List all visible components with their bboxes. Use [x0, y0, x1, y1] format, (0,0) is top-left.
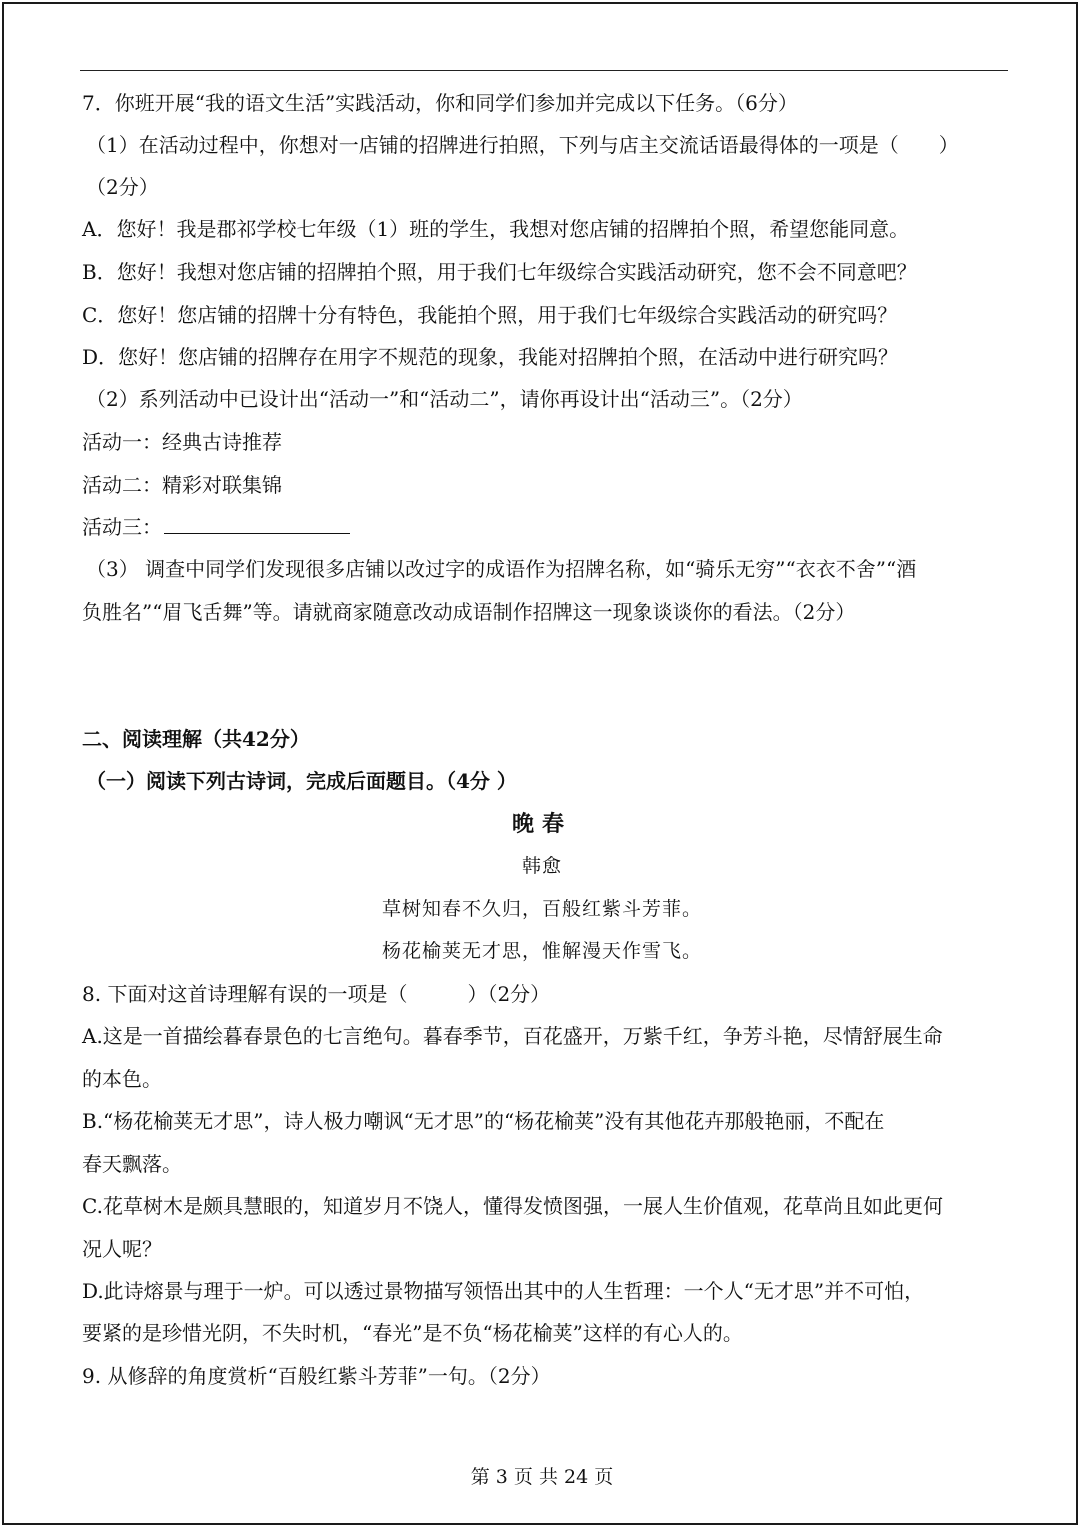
- poem-author: 韩愈: [521, 855, 562, 877]
- q8-line: 要紧的是珍惜光阴，不失时机，“春光”是不负“杨花榆荚”这样的有心人的。: [82, 1321, 743, 1345]
- q8-line: A.这是一首描绘暮春景色的七言绝句。暮春季节，百花盛开，万紫千红，争芳斗艳，尽情舒展生命: [82, 1024, 943, 1048]
- q7-option-c: C．您好！您店铺的招牌十分有特色，我能拍个照，用于我们七年级综合实践活动的研究吗？: [82, 303, 898, 327]
- activity-2: 活动二：精彩对联集锦: [82, 473, 282, 497]
- q7-stem: 7．你班开展“我的语文生活”实践活动，你和同学们参加并完成以下任务。（6分）: [82, 91, 798, 115]
- q8-stem: 8. 下面对这首诗理解有误的一项是（ ）（2分）: [82, 982, 551, 1006]
- activity-1: 活动一：经典古诗推荐: [82, 430, 282, 454]
- exam-page: [2, 2, 1078, 1525]
- q7-option-a: A．您好！我是郡祁学校七年级（1）班的学生，我想对您店铺的招牌拍个照，希望您能同意。: [82, 217, 910, 241]
- section-2-part-1: （一）阅读下列古诗词，完成后面题目。（4分 ）: [86, 769, 517, 793]
- q7-option-b: B．您好！我想对您店铺的招牌拍个照，用于我们七年级综合实践活动研究，您不会不同意吧？: [82, 260, 917, 284]
- q8-line: 况人呢？: [82, 1237, 162, 1261]
- q8-line: D.此诗熔景与理于一炉。可以透过景物描写领悟出其中的人生哲理：一个人“无才思”并不可怕，: [82, 1279, 925, 1303]
- q9-stem: 9. 从修辞的角度赏析“百般红紫斗芳菲”一句。（2分）: [82, 1364, 551, 1388]
- q7-sub1-line2: （2分）: [86, 175, 159, 199]
- q7-sub1-line1: （1）在活动过程中，你想对一店铺的招牌进行拍照，下列与店主交流话语最得体的一项是（ ）: [86, 133, 959, 157]
- activity-3-answer-blank: [164, 513, 350, 534]
- activity-3: [82, 512, 1012, 542]
- q8-line: 的本色。: [82, 1067, 162, 1091]
- q7-sub3-line2: 负胜名”“眉飞舌舞”等。请就商家随意改动成语制作招牌这一现象谈谈你的看法。（2分）: [82, 600, 856, 624]
- q8-line: C.花草树木是颇具慧眼的，知道岁月不饶人，懂得发愤图强，一展人生价值观，花草尚且如此更何: [82, 1194, 943, 1218]
- q7-sub3-line1: （3） 调查中同学们发现很多店铺以改过字的成语作为招牌名称，如“骑乐无穷”“衣衣不舍”“酒: [86, 557, 917, 581]
- poem-title: 晚春: [511, 811, 572, 837]
- q8-line: B.“杨花榆荚无才思”，诗人极力嘲讽“无才思”的“杨花榆荚”没有其他花卉那般艳丽，不配在: [82, 1109, 885, 1133]
- page-footer: 第 3 页 共 24 页: [470, 1466, 614, 1488]
- header-rule: [80, 70, 1008, 71]
- poem-line-1: 草树知春不久归，百般红紫斗芳菲。: [381, 898, 702, 920]
- q7-sub2: （2）系列活动中已设计出“活动一”和“活动二”，请你再设计出“活动三”。（2分）: [86, 387, 803, 411]
- section-2-heading: 二、阅读理解（共42分）: [82, 727, 310, 751]
- q8-line: 春天飘落。: [82, 1152, 182, 1176]
- q7-option-d: D．您好！您店铺的招牌存在用字不规范的现象，我能对招牌拍个照，在活动中进行研究吗？: [82, 345, 899, 369]
- poem-line-2: 杨花榆荚无才思，惟解漫天作雪飞。: [381, 940, 702, 962]
- activity-3-label: 活动三：: [82, 515, 162, 539]
